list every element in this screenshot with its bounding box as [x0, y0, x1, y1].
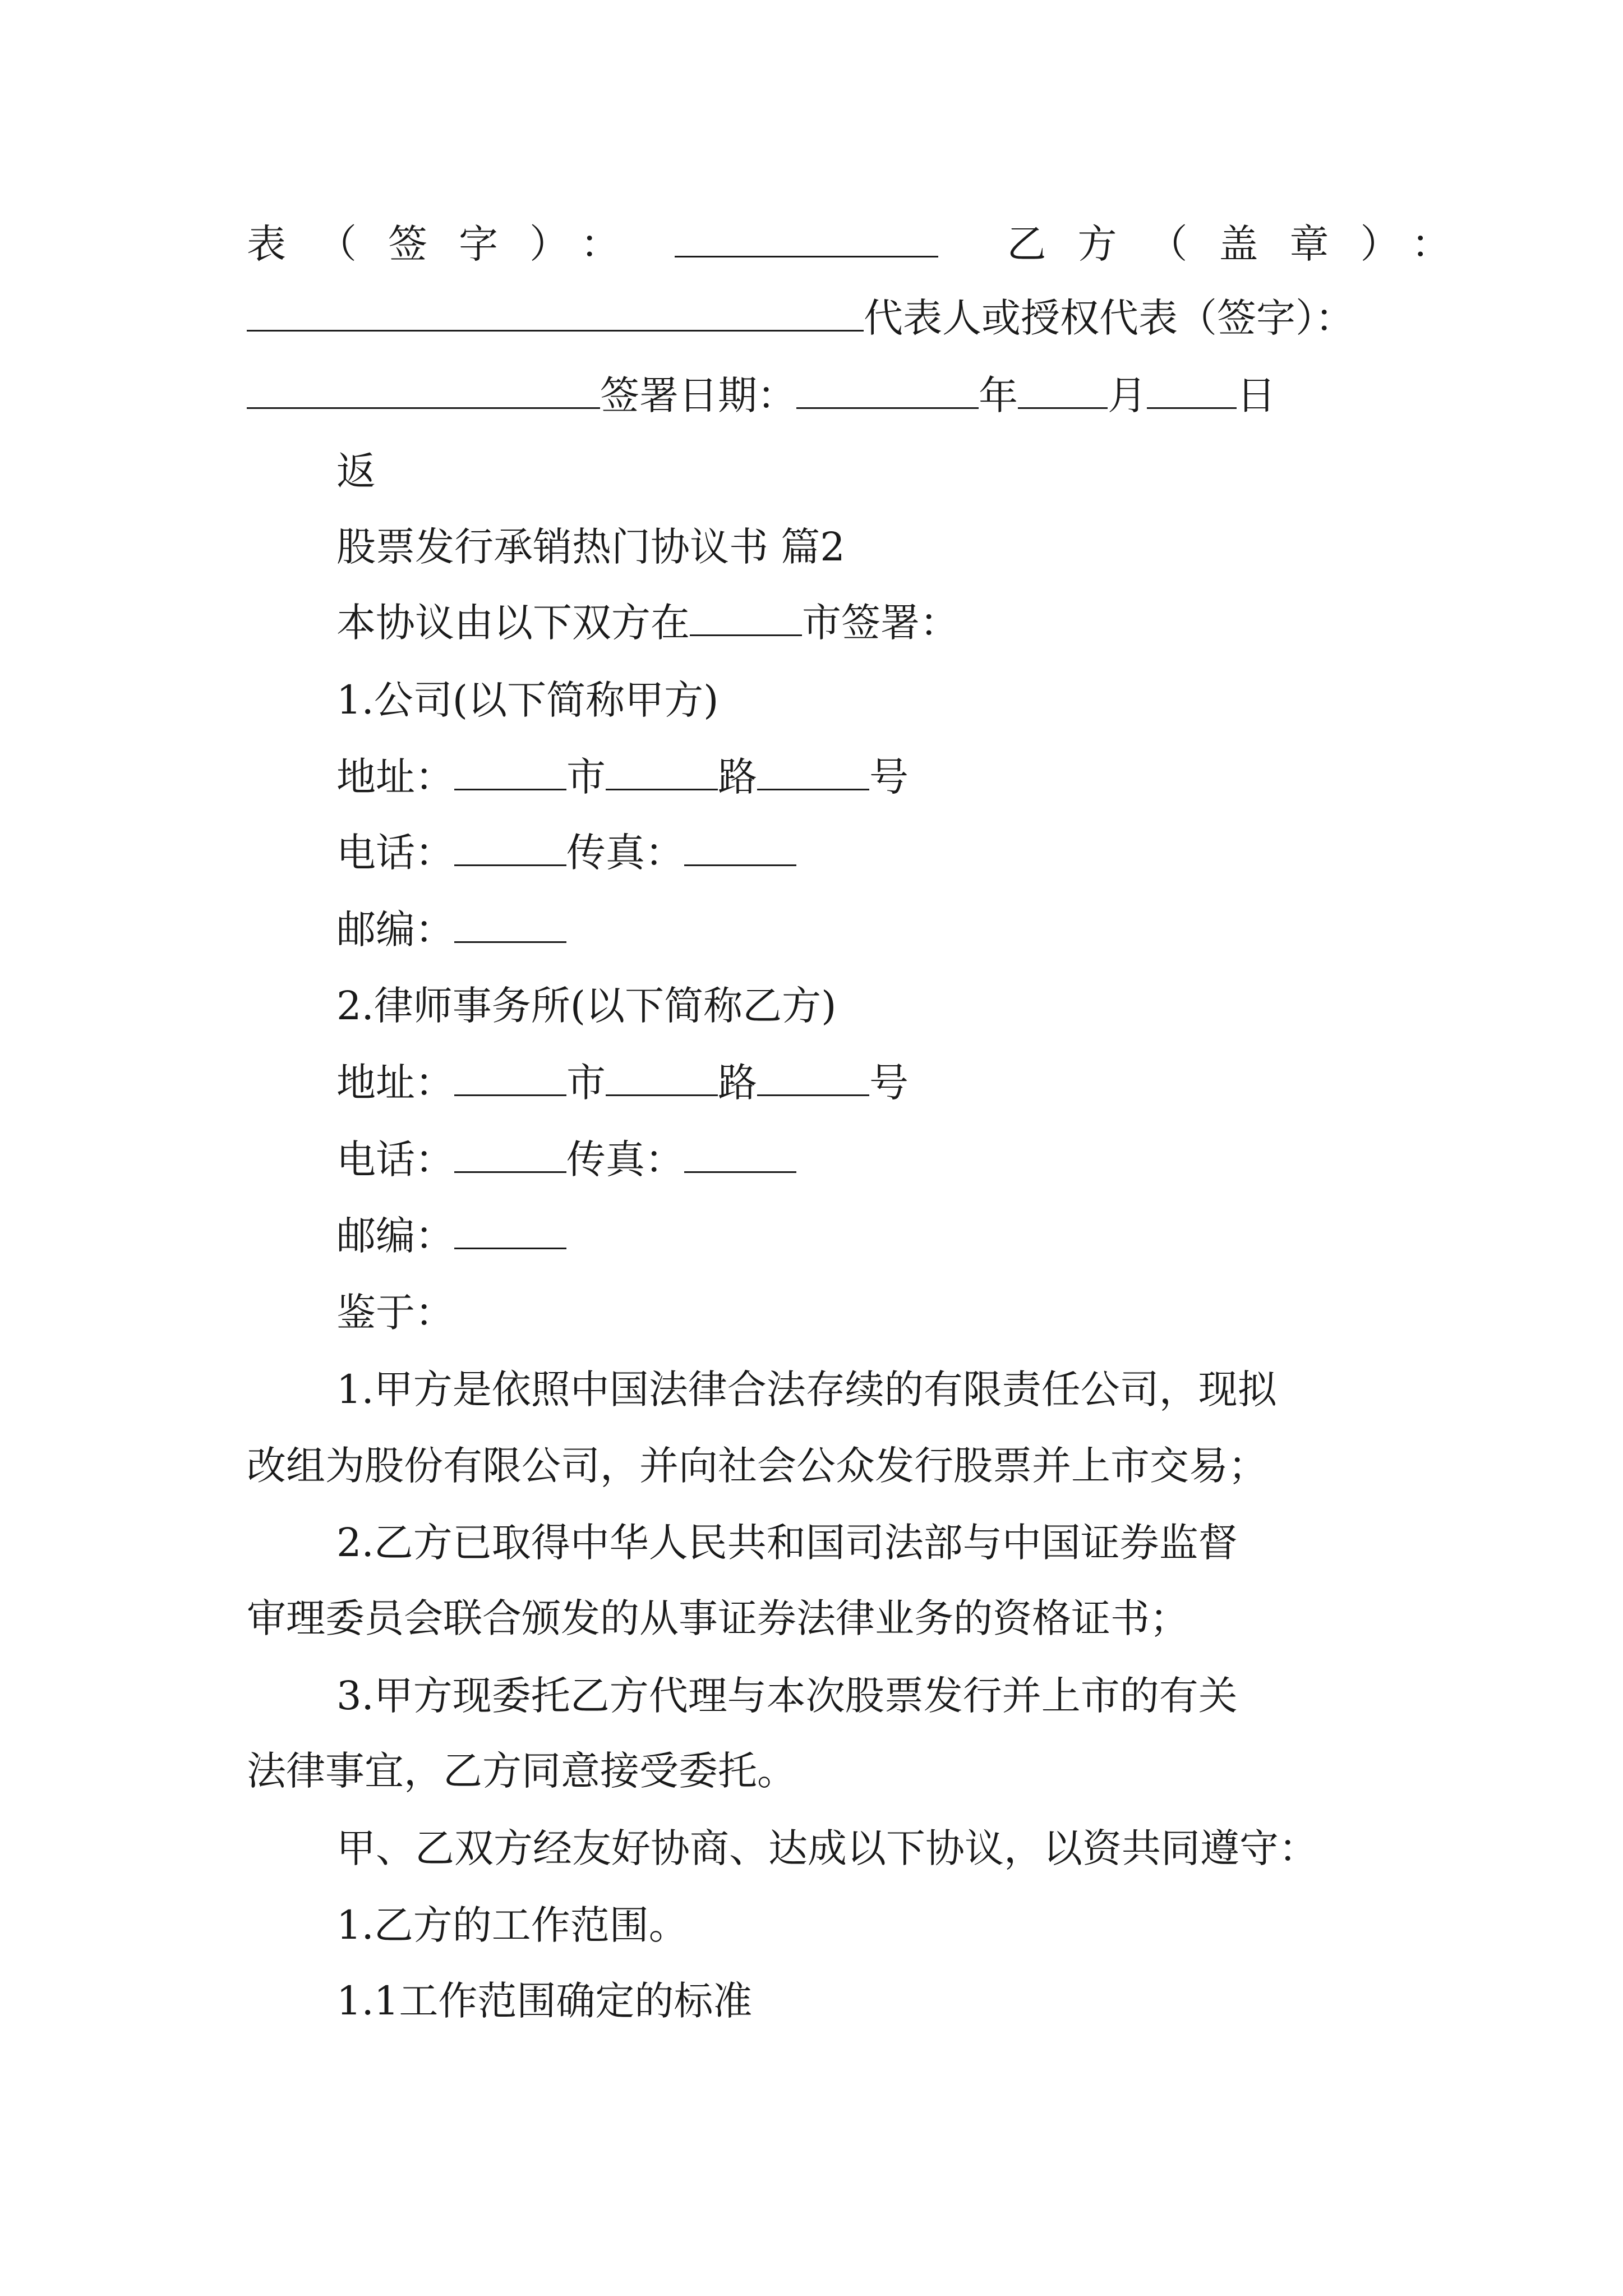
return-link-text[interactable]: 返 — [336, 448, 376, 494]
party-b-title — [336, 981, 836, 1031]
party-b-road-blank[interactable] — [606, 1059, 718, 1096]
party-a-postcode-label: 邮编： — [336, 907, 454, 953]
party-b-phone-fax — [336, 1134, 796, 1185]
party-a-number-blank[interactable] — [757, 753, 869, 790]
intro-line — [336, 597, 959, 648]
day-blank[interactable] — [1147, 371, 1237, 409]
whereas-item-1-text-cont: 改组为股份有限公司，并向社会公众发行股票并上市交易； — [247, 1443, 1267, 1489]
party-b-phone-blank[interactable] — [454, 1135, 566, 1173]
party-b-address-label: 地址： — [336, 1060, 454, 1106]
whereas-item-1-line-2 — [247, 1441, 1267, 1491]
section-1-sub-1-text: 1.1工作范围确定的标准 — [336, 1978, 753, 2024]
party-a-address — [336, 752, 909, 802]
party-a-fax-label: 传真： — [566, 830, 684, 876]
heading-text: 股票发行承销热门协议书 篇2 — [336, 524, 845, 570]
signature-line-3 — [247, 370, 1276, 421]
whereas-item-2-line-2 — [247, 1593, 1189, 1644]
party-b-address — [336, 1057, 909, 1108]
representative-signature-blank[interactable] — [675, 220, 938, 257]
party-a-phone-label: 电话： — [336, 830, 454, 876]
party-b-postcode — [336, 1211, 566, 1261]
rep-or-agent-label: 代表人或授权代表（签字）： — [864, 295, 1354, 341]
party-a-road: 路 — [718, 754, 757, 800]
whereas-label — [336, 1287, 454, 1338]
section-1-title-text: 1.乙方的工作范围。 — [336, 1902, 688, 1948]
party-a-address-label: 地址： — [336, 754, 454, 800]
party-b-title-text: 2.律师事务所(以下简称乙方) — [336, 983, 837, 1029]
party-b-number: 号 — [869, 1060, 909, 1106]
section-1-sub-1 — [336, 1976, 752, 2026]
party-b-fax-blank[interactable] — [684, 1135, 796, 1173]
party-a-title — [336, 675, 718, 725]
whereas-item-1-text: 1.甲方是依照中国法律合法存续的有限责任公司，现拟 — [336, 1366, 1277, 1412]
return-link[interactable] — [336, 446, 376, 496]
intro-suffix: 市签署： — [802, 600, 959, 646]
whereas-item-2-line-1 — [336, 1517, 1238, 1568]
agreement-intro — [336, 1823, 1318, 1874]
party-a-postcode-blank[interactable] — [454, 905, 566, 943]
whereas-item-1-line-1 — [336, 1364, 1277, 1415]
party-a-fax-blank[interactable] — [684, 829, 796, 866]
agent-signature-blank[interactable] — [247, 371, 600, 409]
whereas-item-3-text-cont: 法律事宜，乙方同意接受委托。 — [247, 1748, 796, 1794]
year-blank[interactable] — [796, 371, 979, 409]
party-a-postcode — [336, 904, 566, 955]
year-label: 年 — [979, 372, 1018, 418]
whereas-item-3-line-1 — [336, 1671, 1238, 1721]
party-b-city: 市 — [566, 1060, 606, 1106]
party-a-phone-blank[interactable] — [454, 829, 566, 866]
party-b-city-blank[interactable] — [454, 1059, 566, 1096]
representative-signature-label: 表（签字）： — [247, 221, 651, 267]
party-b-postcode-label: 邮编： — [336, 1213, 454, 1259]
whereas-item-3-text: 3.甲方现委托乙方代理与本次股票发行并上市的有关 — [336, 1673, 1238, 1719]
month-blank[interactable] — [1018, 371, 1108, 409]
day-label: 日 — [1237, 372, 1276, 418]
party-b-phone-label: 电话： — [336, 1137, 454, 1182]
signature-line-2 — [247, 293, 1385, 343]
whereas-label-text: 鉴于： — [336, 1290, 454, 1336]
party-b-fax-label: 传真： — [566, 1137, 684, 1182]
month-label: 月 — [1108, 372, 1147, 418]
party-a-city: 市 — [566, 754, 606, 800]
party-a-city-blank[interactable] — [454, 753, 566, 790]
intro-city-blank[interactable] — [690, 599, 802, 636]
party-a-phone-fax — [336, 827, 796, 878]
signature-line-1 — [247, 219, 1482, 269]
partyB-seal-blank[interactable] — [247, 294, 864, 332]
section-1-title — [336, 1900, 688, 1950]
whereas-item-3-line-2 — [247, 1746, 796, 1796]
section-heading — [336, 522, 845, 572]
party-a-number: 号 — [869, 754, 909, 800]
intro-prefix: 本协议由以下双方在 — [336, 600, 690, 646]
sign-date-label: 签署日期： — [600, 372, 796, 418]
party-b-road: 路 — [718, 1060, 757, 1106]
party-a-title-text: 1.公司(以下简称甲方) — [336, 677, 719, 723]
party-a-road-blank[interactable] — [606, 753, 718, 790]
whereas-item-2-text-cont: 审理委员会联合颁发的从事证券法律业务的资格证书； — [247, 1595, 1189, 1641]
partyB-seal-label: 乙方（盖章）： — [1007, 221, 1482, 267]
agreement-intro-text: 甲、乙双方经友好协商、达成以下协议，以资共同遵守： — [336, 1825, 1318, 1871]
party-b-number-blank[interactable] — [757, 1059, 869, 1096]
party-b-postcode-blank[interactable] — [454, 1212, 566, 1249]
whereas-item-2-text: 2.乙方已取得中华人民共和国司法部与中国证券监督 — [336, 1520, 1238, 1566]
